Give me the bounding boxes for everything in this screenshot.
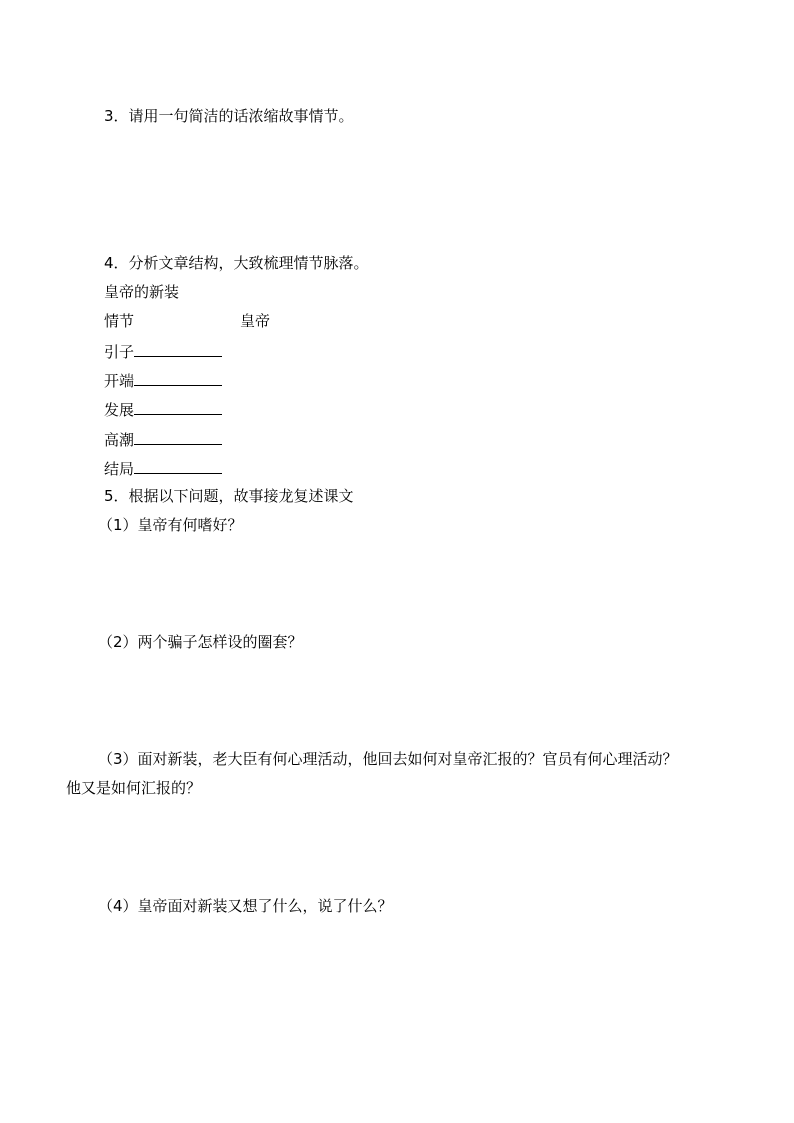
row-label: 高潮 [104,431,135,449]
structure-row-intro [104,340,222,362]
question-5-3-line1: （3）面对新装，老大臣有何心理活动，他回去如何对皇帝汇报的？官员有何心理活动？ [98,750,678,768]
question-5: 5．根据以下问题，故事接龙复述课文 [104,487,354,505]
answer-blank[interactable] [134,457,222,474]
question-4: 4．分析文章结构，大致梳理情节脉落。 [104,254,369,272]
question-5-3-line2: 他又是如何汇报的？ [66,779,202,797]
structure-row-development [104,398,222,420]
answer-blank[interactable] [134,398,222,415]
answer-blank[interactable] [134,428,222,445]
structure-row-ending [104,457,222,479]
header-emperor: 皇帝 [240,312,271,330]
answer-blank[interactable] [134,369,222,386]
row-label: 发展 [104,401,135,419]
structure-header [104,311,304,331]
question-5-1: （1）皇帝有何嗜好？ [98,516,243,534]
structure-row-climax [104,428,222,450]
header-plot: 情节 [104,312,135,330]
row-label: 结局 [104,460,135,478]
row-label: 引子 [104,343,135,361]
question-5-2: （2）两个骗子怎样设的圈套？ [98,633,303,651]
row-label: 开端 [104,372,135,390]
question-5-4: （4）皇帝面对新装又想了什么，说了什么？ [98,897,393,915]
structure-title: 皇帝的新装 [104,283,180,301]
question-3: 3．请用一句简洁的话浓缩故事情节。 [104,107,354,125]
structure-row-beginning [104,369,222,391]
answer-blank[interactable] [134,340,222,357]
